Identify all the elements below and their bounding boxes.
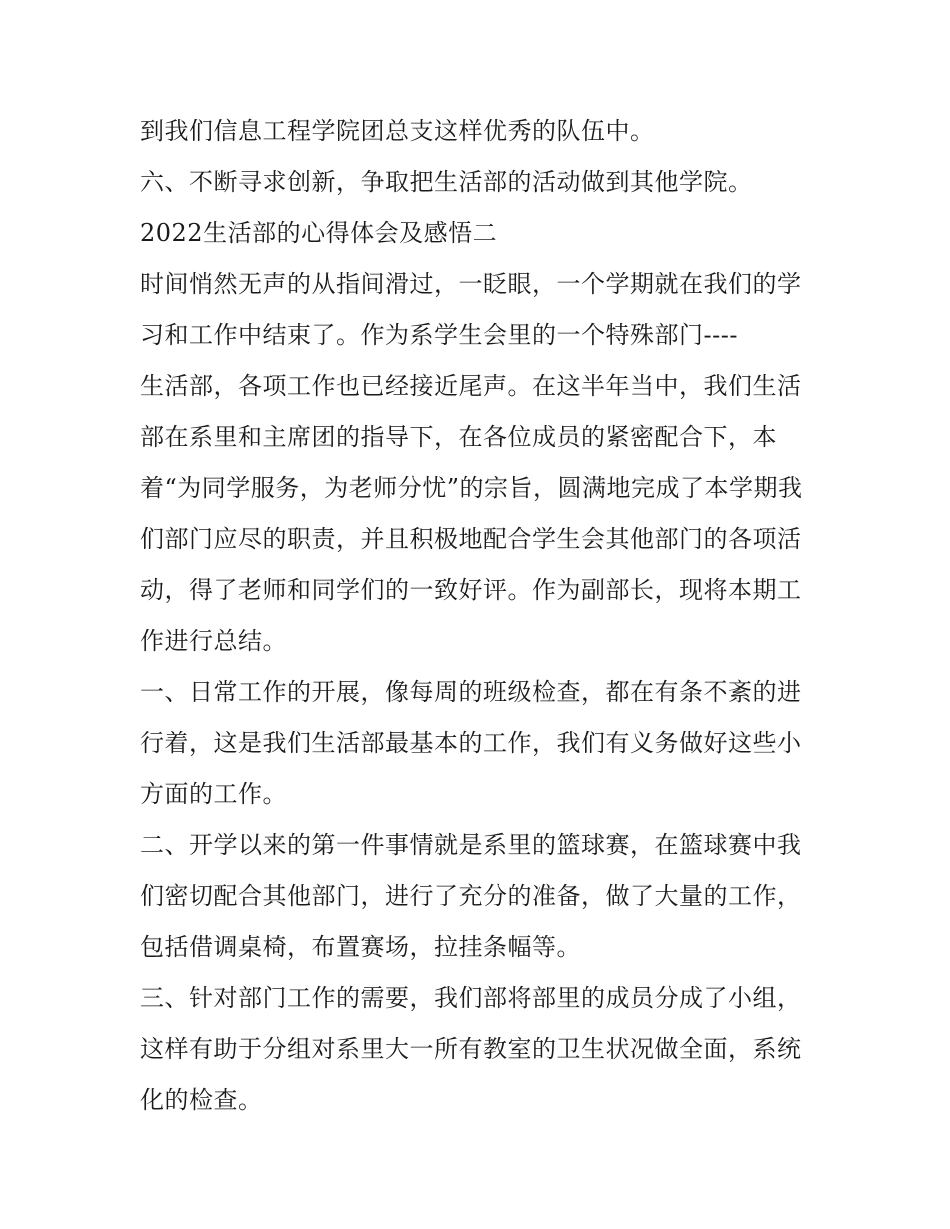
text-line: 生活部，各项工作也已经接近尾声。在这半年当中，我们生活 bbox=[140, 372, 802, 400]
text-line: 们密切配合其他部门，进行了充分的准备，做了大量的工作， bbox=[140, 882, 802, 910]
document-body bbox=[140, 106, 830, 1126]
text-line: 方面的工作。 bbox=[140, 780, 287, 808]
text-line: 们部门应尽的职责，并且积极地配合学生会其他部门的各项活 bbox=[140, 525, 802, 553]
text-line: 部在系里和主席团的指导下，在各位成员的紧密配合下，本 bbox=[140, 423, 777, 451]
text-line: 二、开学以来的第一件事情就是系里的篮球赛，在篮球赛中我 bbox=[140, 831, 802, 859]
text-line: 作进行总结。 bbox=[140, 627, 287, 655]
text-line: 行着，这是我们生活部最基本的工作，我们有义务做好这些小 bbox=[140, 729, 802, 757]
text-line: 着“为同学服务，为老师分忧”的宗旨，圆满地完成了本学期我 bbox=[140, 474, 803, 502]
text-line: 动，得了老师和同学们的一致好评。作为副部长，现将本期工 bbox=[140, 576, 802, 604]
text-line: 六、不断寻求创新，争取把生活部的活动做到其他学院。 bbox=[140, 168, 753, 196]
text-line: 习和工作中结束了。作为系学生会里的一个特殊部门---- bbox=[140, 321, 738, 349]
text-line: 时间悄然无声的从指间滑过，一眨眼，一个学期就在我们的学 bbox=[140, 270, 802, 298]
text-line: 一、日常工作的开展，像每周的班级检查，都在有条不紊的进 bbox=[140, 678, 802, 706]
text-line: 三、针对部门工作的需要，我们部将部里的成员分成了小组， bbox=[140, 984, 802, 1012]
section-heading: 2022生活部的心得体会及感悟二 bbox=[140, 219, 498, 247]
text-line: 这样有助于分组对系里大一所有教室的卫生状况做全面，系统 bbox=[140, 1035, 802, 1063]
text-line: 包括借调桌椅，布置赛场，拉挂条幅等。 bbox=[140, 933, 581, 961]
text-line: 到我们信息工程学院团总支这样优秀的队伍中。 bbox=[140, 117, 655, 145]
text-line: 化的检查。 bbox=[140, 1086, 263, 1114]
